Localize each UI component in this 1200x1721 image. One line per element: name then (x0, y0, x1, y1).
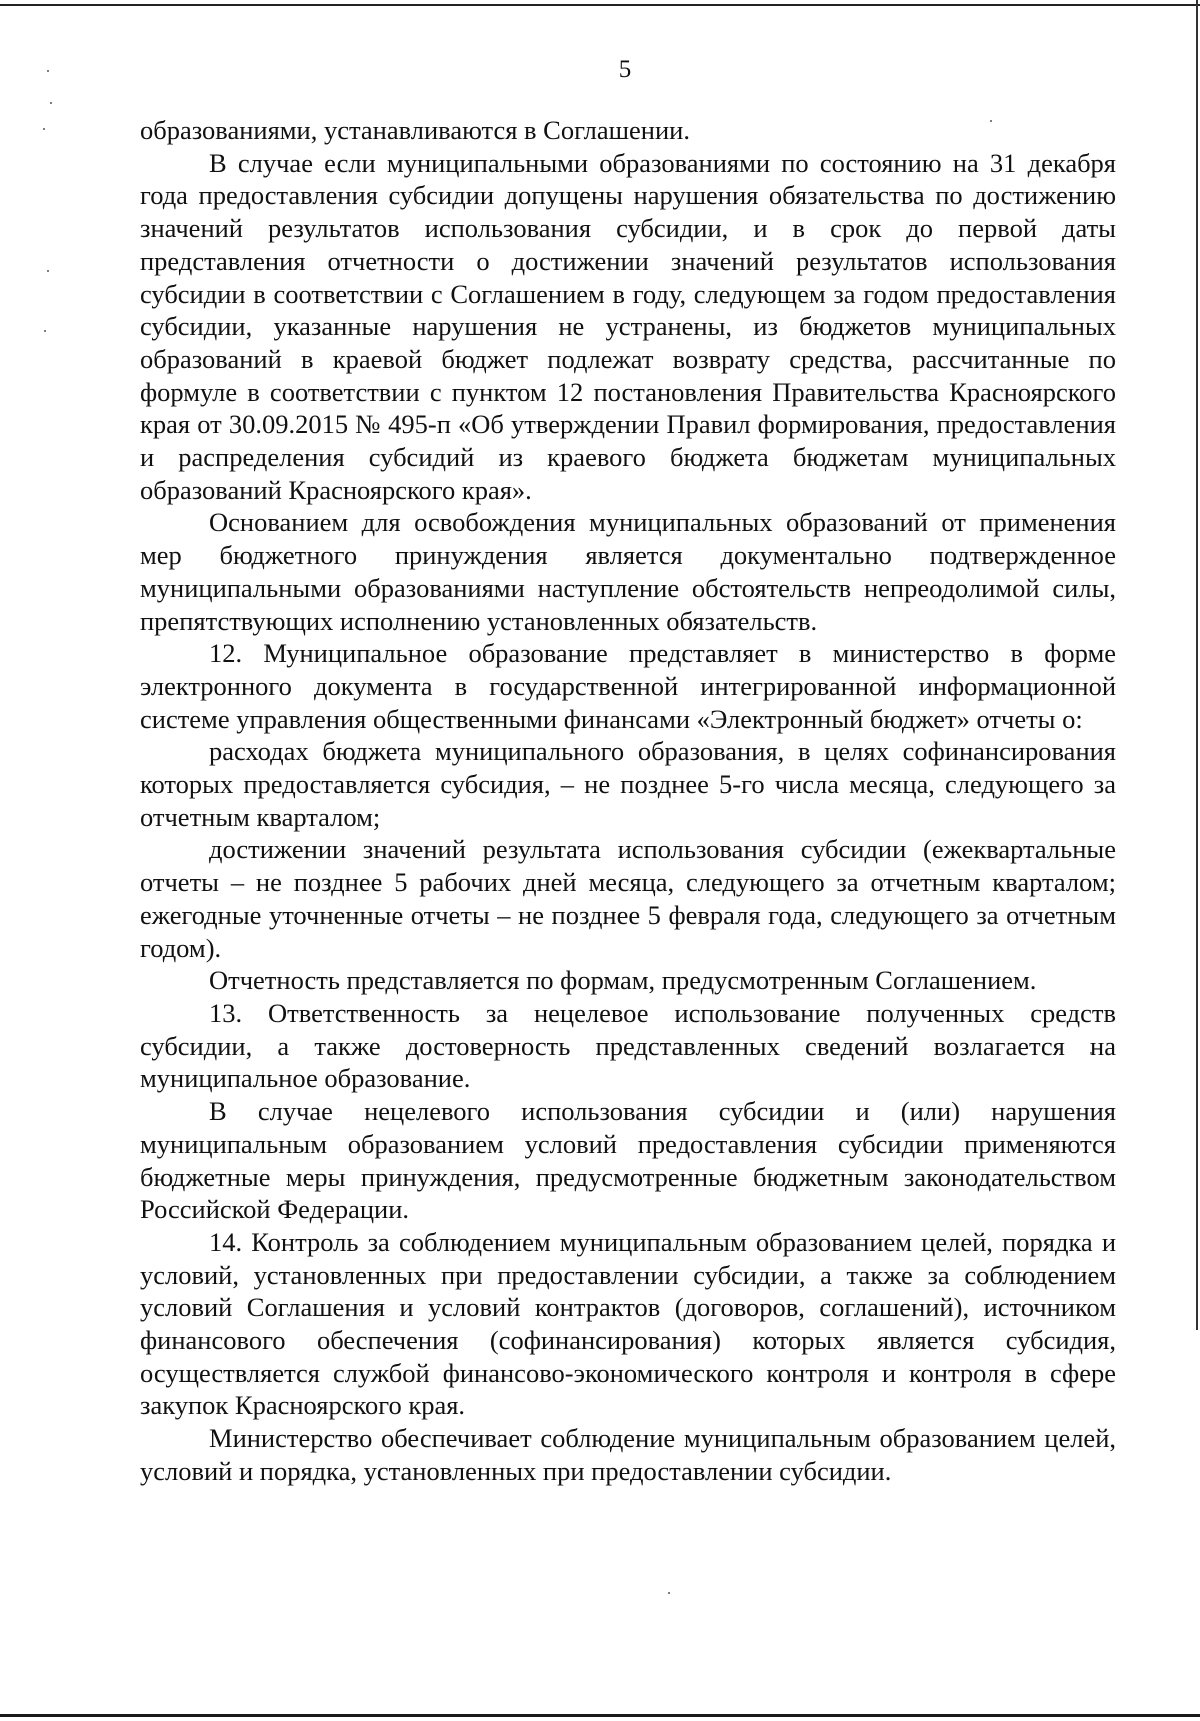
scan-speck (47, 270, 49, 272)
paragraph-force-majeure: Основанием для освобождения муниципальных образований от применения мер бюджетного принуждения является документально подтвержденное муниципальными образованиями наступление обстоятельств непреодолимой силы, препятствующих исполнению установленных обязательств. (140, 507, 1116, 636)
page-number: 5 (618, 56, 632, 83)
paragraph-14-control: 14. Контроль за соблюдением муниципальным образованием целей, порядка и условий, установленных при предоставлении субсидии, а также за соблюдением условий Соглашения и условий контрактов (договоров, соглашений), источником финансового обеспечения (софинансирования) которых является субсидия, осуществляется службой финансово-экономического контроля и контроля в сфере закупок Красноярского края. (140, 1226, 1116, 1421)
scan-speck (44, 330, 46, 332)
paragraph-12-reporting: 12. Муниципальное образование представляет в министерство в форме электронного документа в государственной интегрированной информационной системе управления общественными финансами «Электронный бюджет» отчеты о: (140, 638, 1116, 734)
paragraph-violation-return: В случае если муниципальными образованиями по состоянию на 31 декабря года предоставления субсидии допущены нарушения обязательства по достижению значений результатов использования субсидии, и в срок до первой даты представления отчетности о достижении значений результатов использования субсидии в соответствии с Соглашением в году, следующем за годом предоставления субсидии, указанные нарушения не устранены, из бюджетов муниципальных образований в краевой бюджет подлежат возврату средства, рассчитанные по формуле в соответствии с пунктом 12 постановления Правительства Красноярского края от 30.09.2015 № 495-п «Об утверждении Правил формирования, предоставления и распределения субсидий из краевого бюджета бюджетам муниципальных образований Красноярского края». (140, 147, 1116, 505)
paragraph-report-results: достижении значений результата использования субсидии (ежеквартальные отчеты – не позднее 5 рабочих дней месяца, следующего за отчетным кварталом; ежегодные уточненные отчеты – не позднее 5 февраля года, следующего за отчетным годом). (140, 834, 1116, 963)
paragraph-13-responsibility: 13. Ответственность за нецелевое использование полученных средств субсидии, а также достоверность представленных сведений возлагается на муниципальное образование. (140, 997, 1116, 1094)
scan-speck (50, 102, 52, 104)
scan-right-edge (1196, 0, 1198, 1330)
paragraph-ministry-compliance: Министерство обеспечивает соблюдение муниципальным образованием целей, условий и порядка, установленных при предоставлении субсидии. (140, 1423, 1116, 1486)
scan-bottom-border (0, 1714, 1200, 1717)
scan-speck (668, 1592, 670, 1594)
paragraph-continuation: образованиями, устанавливаются в Соглашении. (140, 115, 690, 145)
scan-speck (43, 128, 45, 130)
document-body (140, 114, 1116, 1488)
paragraph-report-expenses: расходах бюджета муниципального образования, в целях софинансирования которых предоставляется субсидия, – не позднее 5-го числа месяца, следующего за отчетным кварталом; (140, 736, 1116, 832)
paragraph-misuse-measures: В случае нецелевого использования субсидии и (или) нарушения муниципальным образованием условий предоставления субсидии применяются бюджетные меры принуждения, предусмотренные бюджетным законодательством Российской Федерации. (140, 1096, 1116, 1225)
scan-top-border (0, 4, 1200, 6)
paragraph-report-forms: Отчетность представляется по формам, предусмотренным Соглашением. (209, 965, 1037, 996)
